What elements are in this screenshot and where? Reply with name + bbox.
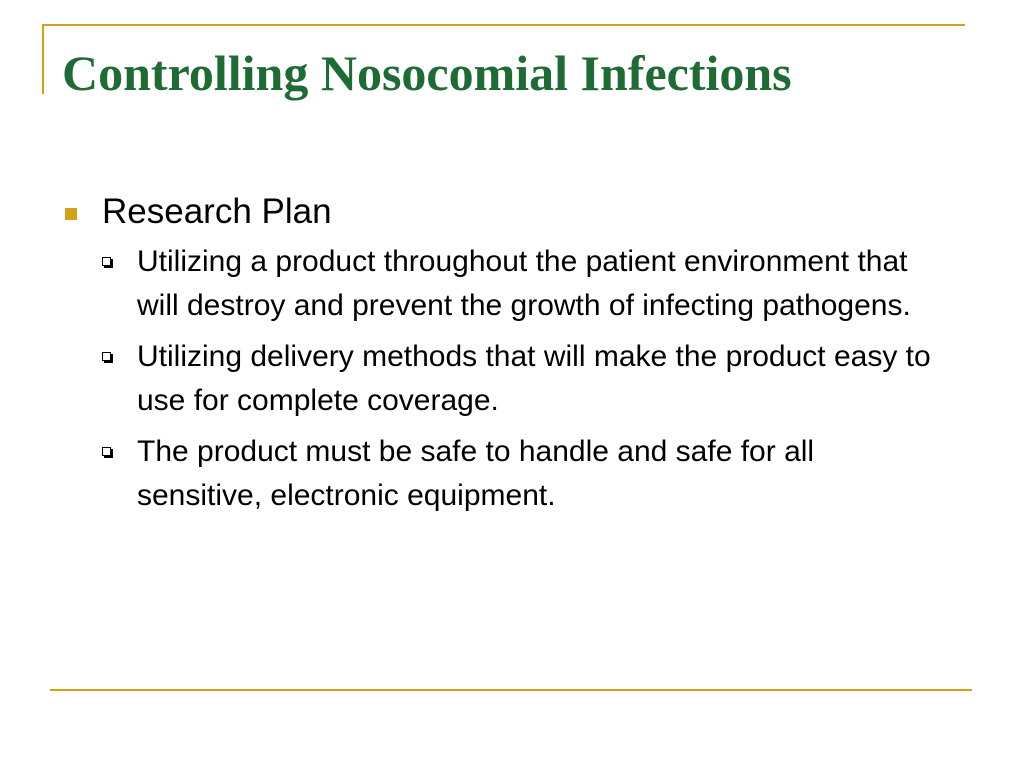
sub-bullet-text: The product must be safe to handle and safe for all sensitive, electronic equipment. [137,435,815,512]
main-bullet [62,190,962,234]
hollow-square-bullet-icon [102,352,111,361]
slide-body [62,190,962,525]
left-border-line [42,24,44,94]
sub-bullet-item [102,240,937,328]
hollow-square-bullet-icon [102,257,111,266]
bottom-border-line [50,689,972,691]
sub-bullet-text: Utilizing a product throughout the patient environment that will destroy and prevent the growth of infecting pathogens. [137,245,911,322]
top-border-line [43,24,965,26]
main-bullet-label: Research Plan [102,192,332,231]
filled-square-bullet-icon [65,208,77,220]
sub-bullet-item [102,335,937,423]
hollow-square-bullet-icon [102,447,111,456]
sub-bullet-list [62,240,962,518]
sub-bullet-text: Utilizing delivery methods that will make the product easy to use for complete coverage. [137,340,931,417]
sub-bullet-item [102,430,937,518]
slide-title: Controlling Nosocomial Infections [62,45,792,101]
